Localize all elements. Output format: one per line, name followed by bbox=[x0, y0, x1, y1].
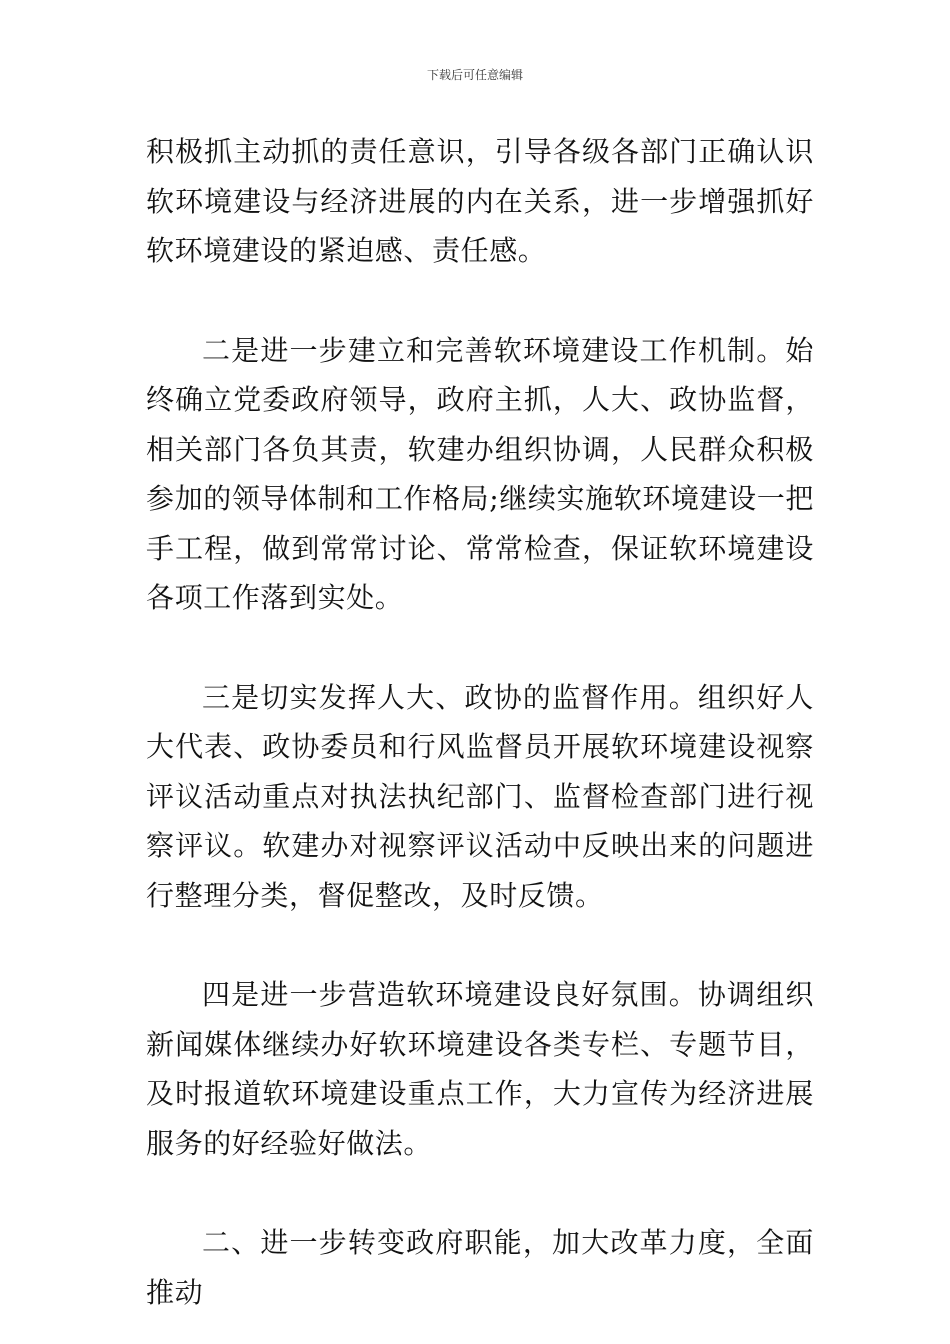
paragraph-mechanism: 二是进一步建立和完善软环境建设工作机制。始终确立党委政府领导，政府主抓，人大、政协监督，相关部门各负其责，软建办组织协调，人民群众积极参加的领导体制和工作格局;继续实施软环境建设一把手工程，做到常常讨论、常常检查，保证软环境建设各项工作落到实处。 bbox=[146, 333, 814, 614]
document-body bbox=[146, 127, 814, 1317]
paragraph-atmosphere: 四是进一步营造软环境建设良好氛围。协调组织新闻媒体继续办好软环境建设各类专栏、专题节目，及时报道软环境建设重点工作，大力宣传为经济进展服务的好经验好做法。 bbox=[146, 978, 814, 1160]
paragraph-supervision: 三是切实发挥人大、政协的监督作用。组织好人大代表、政协委员和行风监督员开展软环境建设视察评议活动重点对执法执纪部门、监督检查部门进行视察评议。软建办对视察评议活动中反映出来的问题进行整理分类，督促整改，及时反馈。 bbox=[146, 680, 814, 912]
section-heading-reform: 二、进一步转变政府职能，加大改革力度，全面推动 bbox=[146, 1226, 814, 1309]
page-header: 下载后可任意编辑 bbox=[426, 68, 523, 82]
paragraph-continuation: 积极抓主动抓的责任意识，引导各级各部门正确认识软环境建设与经济进展的内在关系，进一步增强抓好软环境建设的紧迫感、责任感。 bbox=[146, 135, 814, 267]
